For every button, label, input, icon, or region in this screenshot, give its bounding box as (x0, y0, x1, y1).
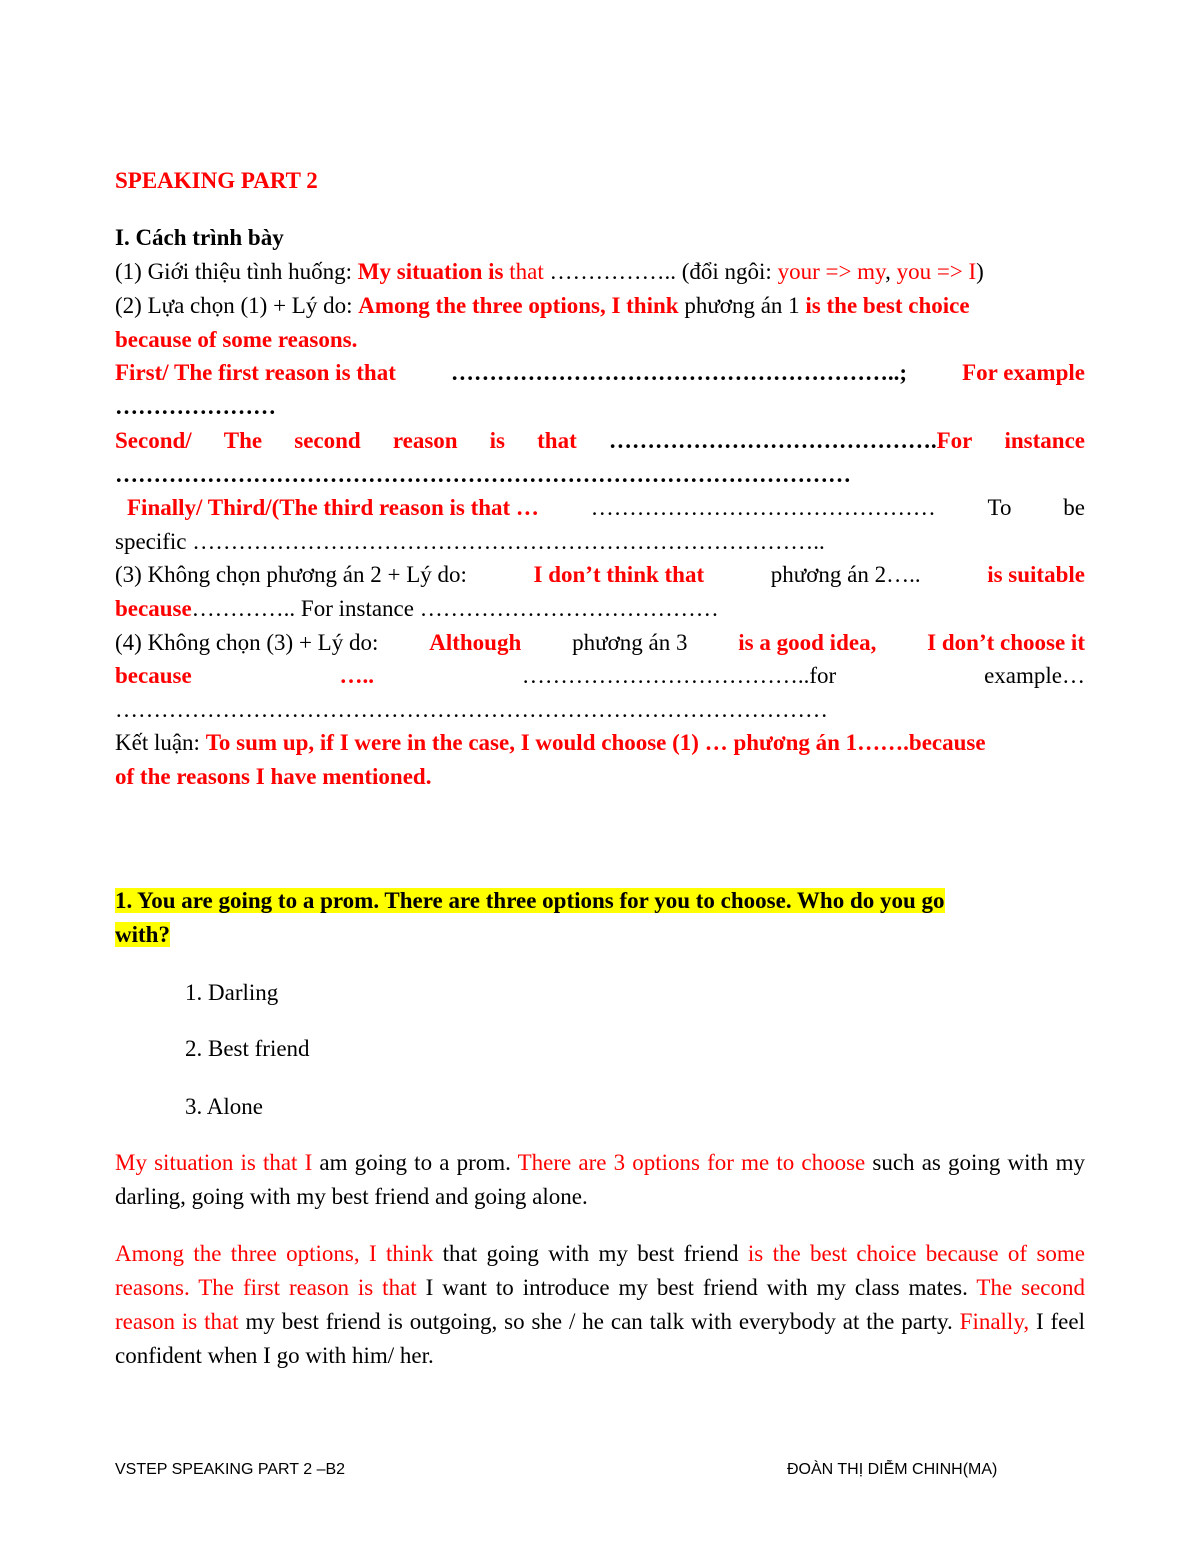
answer-red: There are 3 options for me to choose (517, 1150, 866, 1175)
step-2-phrase: Among the three options, I think (358, 293, 679, 318)
step-3-phrase: I don’t think that (533, 562, 705, 587)
footer-right: ĐOÀN THỊ DIỄM CHINH(MA) (787, 1461, 998, 1478)
answer-paragraph-2 (115, 1237, 1085, 1373)
first-reason-label: First/ The first reason is that (115, 360, 396, 385)
step-1-swap-1: your => my (777, 259, 886, 284)
second-reason-dots: ……………………………………. (608, 428, 937, 453)
question-text-end: with? (115, 922, 170, 947)
step-4 (115, 626, 1085, 660)
finally-line-2: specific ……………………………………………………………………….. (115, 529, 825, 554)
second-reason (115, 424, 1085, 458)
finally-reason-label: Finally/ Third/(The third reason is that … (127, 495, 539, 520)
step-4-phrase-3: I don’t choose it (927, 630, 1085, 655)
step-4-because: because (115, 663, 192, 688)
step-1-comma: , (885, 259, 897, 284)
step-4-dots-red: ….. (339, 663, 375, 688)
step-1 (115, 255, 1085, 289)
answer-red: Finally, (959, 1309, 1030, 1334)
section-heading: I. Cách trình bày (115, 225, 284, 250)
answer-red: My situation is that I (115, 1150, 313, 1175)
finally-word: To (987, 495, 1012, 520)
step-2-line-2: because of some reasons. (115, 327, 358, 352)
step-2-phrase-2: is the best choice (805, 293, 970, 318)
second-reason-line-2: …………………………………………………………………………………… (115, 462, 851, 487)
answer-red: The second reason is that (115, 1275, 1085, 1334)
step-2 (115, 289, 1085, 323)
conclusion-line-2: of the reasons I have mentioned. (115, 764, 432, 789)
step-4-mid: phương án 3 (572, 630, 688, 655)
conclusion (115, 726, 1085, 760)
step-3-phrase-2: is suitable (987, 562, 1085, 587)
question-line-1 (115, 884, 1085, 918)
second-reason-word: reason (392, 428, 458, 453)
step-1-phrase: My situation is (357, 259, 504, 284)
second-reason-word: The (223, 428, 263, 453)
finally-word: be (1063, 495, 1085, 520)
footer-left: VSTEP SPEAKING PART 2 –B2 (115, 1461, 346, 1478)
step-3 (115, 558, 1085, 592)
finally-reason (115, 491, 1085, 525)
question-text: 1. You are going to a prom. There are three options for you to choose. Who do you go (115, 888, 945, 913)
step-3-mid: phương án 2….. (770, 562, 921, 587)
first-reason-example: For example (962, 360, 1085, 385)
second-reason-word: For (936, 428, 973, 453)
answer-text: such as going with my darling, going with my best friend and going alone. (115, 1150, 1085, 1209)
finally-reason-dots: ……………………………………… (590, 495, 936, 520)
step-2-mid: phương án 1 (678, 293, 806, 318)
step-3-line-2 (115, 592, 1085, 626)
conclusion-label: Kết luận: (115, 730, 206, 755)
second-reason-word: Second/ (115, 428, 192, 453)
question-line-2 (115, 918, 1085, 952)
step-4-dots: ………………………………..for (521, 663, 837, 688)
step-1-swap-2: you => I (896, 259, 977, 284)
option-item: 3. Alone (185, 1094, 263, 1119)
step-3-rest: ………….. For instance ………………………………… (191, 596, 719, 621)
step-4-phrase: Although (429, 630, 522, 655)
first-reason (115, 356, 1085, 390)
answer-text: my best friend is outgoing, so she / he can talk with everybody at the party. (238, 1309, 960, 1334)
step-4-label: (4) Không chọn (3) + Lý do: (115, 630, 379, 655)
step-1-dots: …………….. (543, 259, 682, 284)
step-4-example: example… (984, 663, 1085, 688)
answer-text: that going with my best friend (433, 1241, 748, 1266)
second-reason-word: instance (1004, 428, 1085, 453)
answer-paragraph-1 (115, 1146, 1085, 1214)
answer-text: I feel confident when I go with him/ her. (115, 1309, 1085, 1368)
step-4-line-3: ………………………………………………………………………………… (115, 697, 828, 722)
step-2-label: (2) Lựa chọn (1) + Lý do: (115, 293, 359, 318)
answer-text: am going to a prom. (312, 1150, 518, 1175)
second-reason-word: is (489, 428, 506, 453)
second-reason-word: second (294, 428, 361, 453)
first-reason-dots: …………………………………………………..; (450, 360, 908, 385)
option-item: 1. Darling (185, 980, 279, 1005)
answer-text: I want to introduce my best friend with my class mates. (416, 1275, 977, 1300)
answer-red: is the best choice because of some reasons. The first reason is that (115, 1241, 1085, 1300)
step-3-because: because (115, 596, 192, 621)
step-3-label: (3) Không chọn phương án 2 + Lý do: (115, 562, 467, 587)
option-item: 2. Best friend (185, 1036, 310, 1061)
step-1-label: (1) Giới thiệu tình huống: (115, 259, 358, 284)
step-4-phrase-2: is a good idea, (738, 630, 877, 655)
first-reason-line-2: ………………… (115, 394, 276, 419)
step-1-note-end: ) (976, 259, 984, 284)
second-reason-word: that (537, 428, 577, 453)
conclusion-phrase: To sum up, if I were in the case, I would choose (1) … phương án 1…….because (205, 730, 986, 755)
page-title: SPEAKING PART 2 (115, 168, 318, 193)
step-1-note: (đổi ngôi: (681, 259, 778, 284)
step-4-line-2 (115, 659, 1085, 693)
answer-red: Among the three options, I think (115, 1241, 434, 1266)
step-1-phrase-end: that (503, 259, 544, 284)
